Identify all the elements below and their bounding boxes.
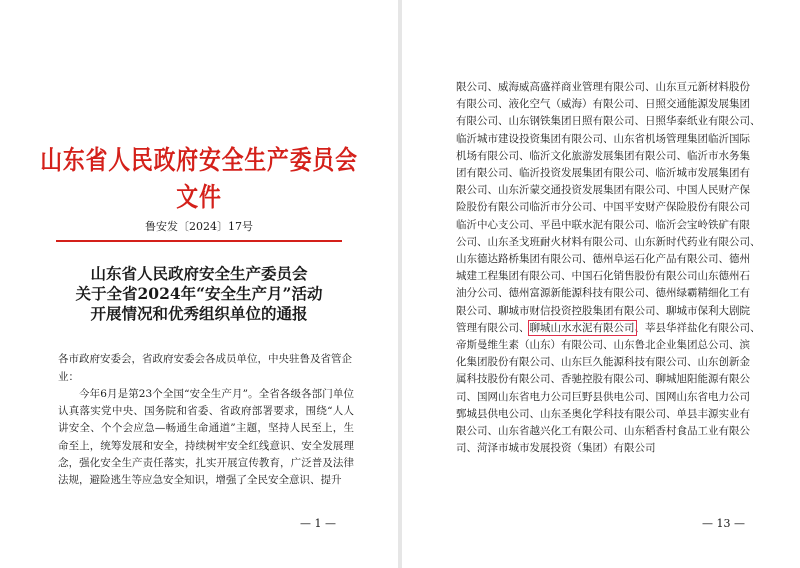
text-line: 油分公司、德州富源新能源科技有限公司、德州绿霸精细化工有: [456, 287, 750, 300]
red-divider: [56, 240, 342, 242]
right-page: [402, 0, 800, 568]
text-line: 限公司、山东省越兴化工有限公司、山东稻香村食品工业有限公: [456, 425, 750, 438]
text-line: 险股份有限公司临沂市分公司、中国平安财产保险股份有限公司: [456, 201, 750, 214]
text-line: 公司、山东圣戈班耐火材料有限公司、山东新时代药业有限公司、: [456, 235, 760, 248]
page-number: — 1 —: [300, 517, 336, 530]
body-paragraph: 今年6月是第23个全国“安全生产月”。全省各级各部门单位认真落实党中央、国务院和省委、省政府部署要求，围绕“人人讲安全、个个会应急—畅通生命通道”主题，坚持人民至上，生命至上，统筹发展和安全，持续树牢安全红线意识、安全发展理念，强化安全生产责任落实，扎实开展宣传教育，广泛普及法律法规，避险逃生等应急安全知识，增强了全民安全意识、提升: [58, 388, 354, 487]
salutation: 各市政府安委会，省政府安委会各成员单位，中央驻鲁及省管企业：: [58, 353, 352, 383]
title-line: 关于全省2024年“安全生产月”活动: [75, 284, 323, 303]
text-line: 鄄城县供电公司、山东圣奥化学科技有限公司、单县丰源实业有: [456, 407, 750, 420]
text-line: 司、国网山东省电力公司巨野县供电公司、国网山东省电力公司: [456, 390, 750, 403]
company-list: [456, 79, 760, 457]
title-line: 开展情况和优秀组织单位的通报: [90, 304, 308, 323]
document-number: 鲁安发〔2024〕17号: [145, 220, 253, 233]
title-line: 山东省人民政府安全生产委员会: [90, 264, 308, 283]
text-segment: 管理有限公司、: [456, 321, 530, 334]
text-line: 城建工程集团有限公司、中国石化销售股份有限公司山东德州石: [456, 270, 750, 283]
text-segment: 、莘县华祥盐化有限公司、: [634, 321, 760, 334]
page-number: — 13 —: [702, 517, 745, 530]
text-line: 帝斯曼维生素（山东）有限公司、山东鲁北企业集团总公司、滨: [456, 339, 750, 352]
text-line: 限公司、聊城市财信投资控股集团有限公司、聊城市保利大剧院: [456, 304, 750, 317]
text-line: 司、菏泽市城市发展投资（集团）有限公司: [456, 442, 656, 455]
text-line: 化集团股份有限公司、山东巨久能源科技有限公司、山东创新金: [456, 356, 750, 369]
left-page: [0, 0, 398, 568]
text-line: 团有限公司、临沂投资发展集团有限公司、临沂城市发展集团有: [456, 167, 750, 180]
text-line: 有限公司、山东钢铁集团日照有限公司、日照华泰纸业有限公司、: [456, 115, 760, 128]
text-line: 属科技股份有限公司、香驰控股有限公司、聊城旭阳能源有限公: [456, 373, 750, 386]
text-line: 山东德达路桥集团有限公司、德州阜运石化产品有限公司、德州: [456, 253, 750, 266]
document-header: 山东省人民政府安全生产委员会文件: [40, 146, 358, 213]
highlighted-company-name: 聊城山水水泥有限公司: [529, 321, 635, 334]
text-line: 机场有限公司、临沂文化旅游发展集团有限公司、临沂市水务集: [456, 149, 750, 162]
text-line: 限公司、威海威高盛祥商业管理有限公司、山东亘元新材料股份: [456, 81, 750, 93]
text-line: 临沂城市建设投资集团有限公司、山东省机场管理集团临沂国际: [456, 132, 750, 145]
highlighted-text-line: [456, 320, 760, 337]
document-title: [0, 264, 398, 324]
text-line: 临沂中心支公司、平邑中联水泥有限公司、临沂会宝岭铁矿有限: [456, 218, 750, 231]
text-line: 有限公司、液化空气（威海）有限公司、日照交通能源发展集团: [456, 98, 750, 111]
text-line: 限公司、山东沂蒙交通投资发展集团有限公司、中国人民财产保: [456, 184, 750, 197]
